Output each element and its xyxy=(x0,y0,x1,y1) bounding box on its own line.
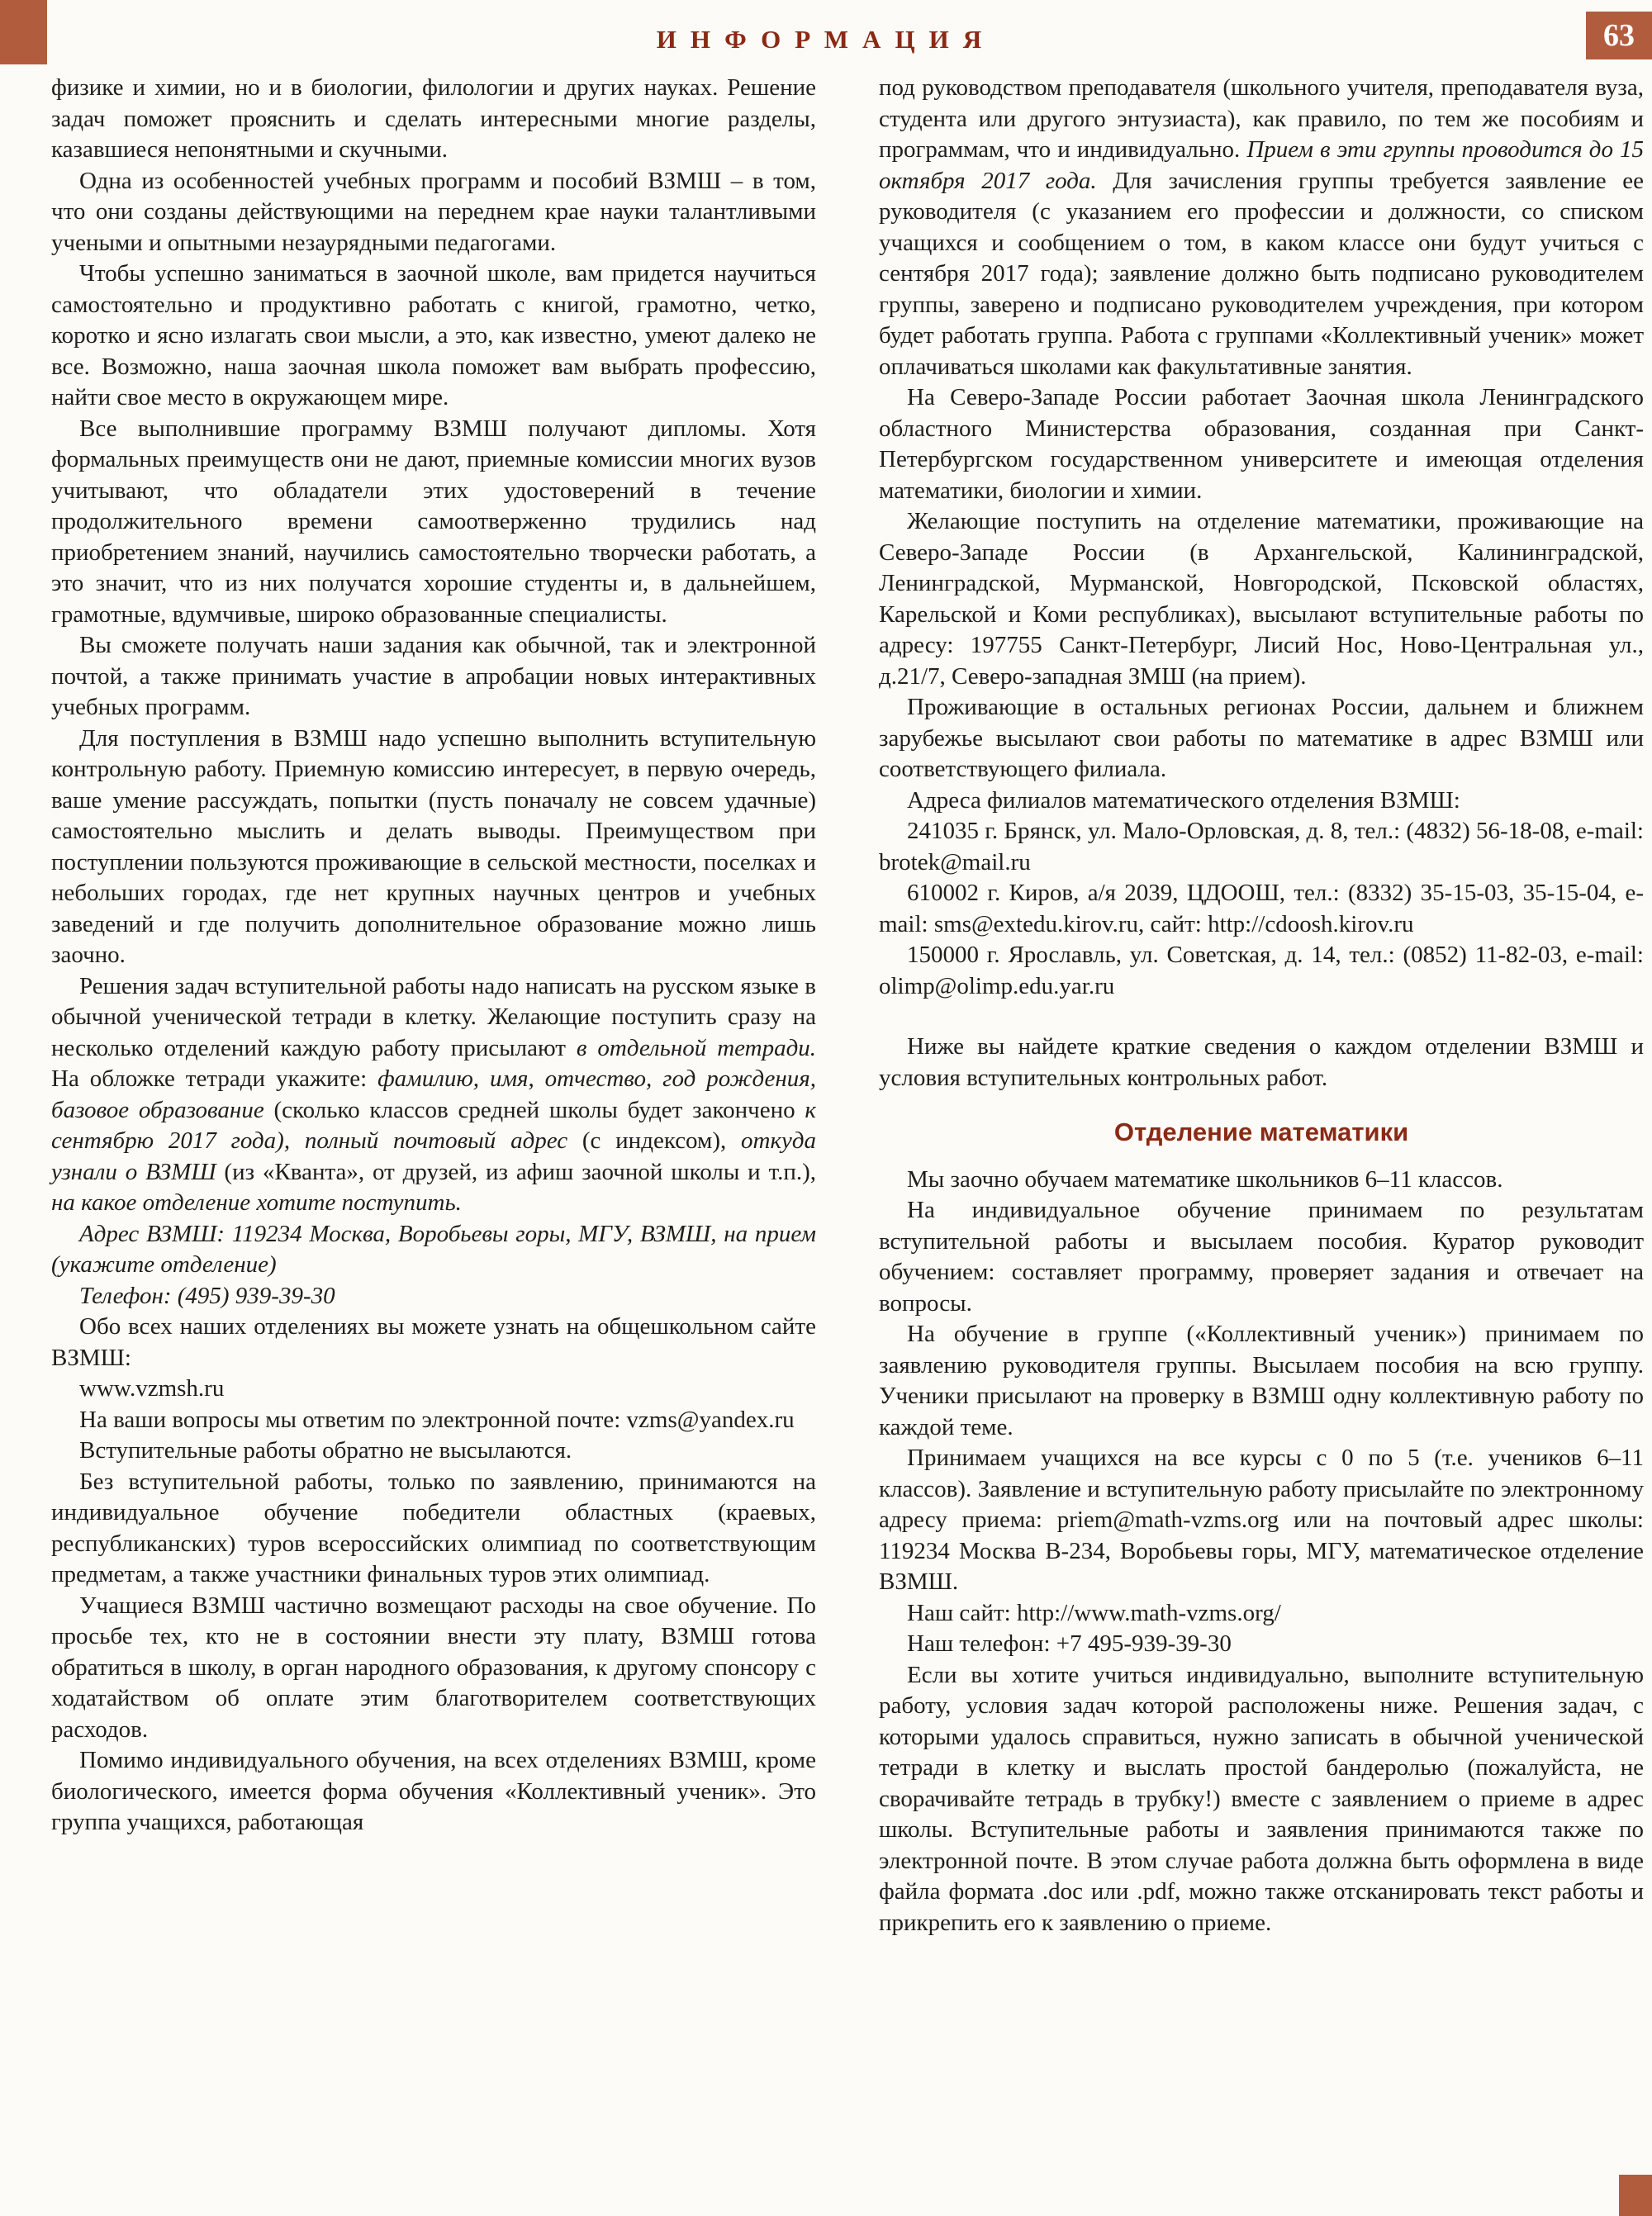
paragraph xyxy=(879,1629,1644,1660)
paragraph xyxy=(879,506,1644,692)
paragraph xyxy=(51,1591,816,1746)
text-run: Адреса филиалов математического отделения ВЗМШ: xyxy=(907,786,1460,814)
paragraph xyxy=(879,1443,1644,1598)
text-run: Ниже вы найдете краткие сведения о каждом отделении ВЗМШ и условия вступительных контрольных работ. xyxy=(879,1033,1644,1091)
page-header-title: ИНФОРМАЦИЯ xyxy=(656,25,996,54)
paragraph xyxy=(879,1195,1644,1319)
page-number-badge xyxy=(1586,12,1652,59)
paragraph xyxy=(51,1312,816,1374)
text-run: Если вы хотите учиться индивидуально, выполните вступительную работу, условия задач которой расположены ниже. Решения задач, с которыми удалось справиться, нужно записать в обычной ученической тетради в клетку и выслать простой бандеролью (пожалуйста, не сворачивайте тетрадь в трубку!) вместе с заявлением о приеме в адрес школы. Вступительные работы и заявления принимаются также по электронной почте. В этом случае работа должна быть оформлена в виде файла формата .doc или .pdf, можно также отсканировать текст работы и прикрепить его к заявлению о приеме. xyxy=(879,1661,1644,1936)
paragraph xyxy=(51,1219,816,1281)
text-run: На обложке тетради укажите: xyxy=(51,1065,378,1092)
bottom-right-accent-block xyxy=(1619,2175,1652,2216)
italic-text-run: Прием в эти группы проводится до 15 октября 2017 года. xyxy=(879,136,1645,194)
paragraph xyxy=(51,1435,816,1467)
paragraph xyxy=(879,816,1644,878)
paragraph xyxy=(51,1281,816,1312)
italic-text-run: Адрес ВЗМШ: 119234 Москва, Воробьевы горы, МГУ, ВЗМШ, на прием (укажите отделение) xyxy=(51,1220,816,1278)
text-run: Одна из особенностей учебных программ и пособий ВЗМШ – в том, что они созданы действующими на переднем крае науки талантливыми учеными и опытными незаурядными педагогами. xyxy=(51,167,816,256)
paragraph xyxy=(879,1165,1644,1196)
italic-text-run: Телефон: (495) 939-39-30 xyxy=(79,1282,335,1309)
italic-text-run: на какое отделение хотите поступить. xyxy=(51,1189,462,1216)
text-run: 610002 г. Киров, а/я 2039, ЦДООШ, тел.: (8332) 35-15-03, 35-15-04, e-mail: sms@extedu.kirov.ru, сайт: http://cdoosh.kirov.ru xyxy=(879,880,1644,937)
text-run: под руководством преподавателя (школьного учителя, преподавателя вуза, студента или другого энтузиаста), как правило, по тем же пособиям и программам, что и индивидуально. xyxy=(879,74,1644,163)
paragraph xyxy=(51,259,816,414)
paragraph xyxy=(879,73,1644,382)
text-run: физике и химии, но и в биологии, филологии и других науках. Решение задач поможет прояснить и сделать интересными многие разделы, казавшиеся непонятными и скучными. xyxy=(51,74,816,163)
paragraph xyxy=(879,1319,1644,1443)
paragraph xyxy=(51,630,816,724)
text-run: Без вступительной работы, только по заявлению, принимаются на индивидуальное обучение победители областных (краевых, республиканских) туров всероссийских олимпиад по соответствующим предметам, а также участники финальных туров этих олимпиад. xyxy=(51,1468,816,1587)
text-run: Обо всех наших отделениях вы можете узнать на общешкольном сайте ВЗМШ: xyxy=(51,1313,816,1371)
text-run: Для зачисления группы требуется заявление ее руководителя (с указанием его профессии и должности, со списком учащихся и сообщением о том, в каком классе они будут учиться с сентября 2017 года); заявление должно быть подписано руководителем группы, заверено и подписано руководителем учреждения, при котором будет работать группа. Работа с группами «Коллективный ученик» может оплачиваться школами как факультативные занятия. xyxy=(879,167,1644,380)
text-run: Вы сможете получать наши задания как обычной, так и электронной почтой, а также принимать участие в апробации новых интерактивных учебных программ. xyxy=(51,632,816,720)
italic-text-run: откуда узнали о ВЗМШ xyxy=(51,1127,816,1185)
paragraph xyxy=(879,692,1644,785)
text-run: Учащиеся ВЗМШ частично возмещают расходы на свое обучение. По просьбе тех, кто не в состоянии внести эту плату, ВЗМШ готова обратиться в школу, в орган народного образования, к другому спонсору с ходатайством об оплате этим благотворителем соответствующих расходов. xyxy=(51,1592,816,1743)
paragraph xyxy=(51,1405,816,1436)
paragraph xyxy=(879,382,1644,506)
text-run: Проживающие в остальных регионах России, дальнем и ближнем зарубежье высылают свои работы по математике в адрес ВЗМШ или соответствующего филиала. xyxy=(879,694,1644,782)
text-run: На индивидуальное обучение принимаем по результатам вступительной работы и высылаем пособия. Куратор руководит обучением: составляет программу, проверяет задания и отвечает на вопросы. xyxy=(879,1197,1644,1317)
text-run: Помимо индивидуального обучения, на всех отделениях ВЗМШ, кроме биологического, имеется форма обучения «Коллективный ученик». Это группа учащихся, работающая xyxy=(51,1747,816,1835)
text-run: Все выполнившие программу ВЗМШ получают дипломы. Хотя формальных преимуществ они не дают, приемные комиссии многих вузов учитывают, что обладатели этих удостоверений в течение продолжительного времени самоотверженно трудились над приобретением знаний, научились самостоятельно творчески работать, а это значит, что из них получатся хорошие студенты и, в дальнейшем, грамотные, вдумчивые, широко образованные специалисты. xyxy=(51,415,816,628)
text-run: Мы заочно обучаем математике школьников 6–11 классов. xyxy=(907,1165,1503,1193)
paragraph xyxy=(879,1660,1644,1939)
text-run: На Северо-Западе России работает Заочная школа Ленинградского областного Министерства образования, созданная при Санкт-Петербургском государственном университете и имеющая отделения математики, биологии и химии. xyxy=(879,384,1644,504)
italic-text-run: к сентябрю 2017 года), полный почтовый адрес xyxy=(51,1096,816,1154)
text-run: Наш телефон: +7 495-939-39-30 xyxy=(907,1630,1232,1657)
paragraph xyxy=(51,414,816,631)
paragraph xyxy=(51,1467,816,1591)
text-run: Чтобы успешно заниматься в заочной школе, вам придется научиться самостоятельно и продуктивно работать с книгой, грамотно, четко, коротко и ясно излагать свои мысли, а это, как известно, умеют далеко не все. Возможно, наша заочная школа поможет вам выбрать профессию, найти свое место в окружающем мире. xyxy=(51,260,816,410)
page-number: 63 xyxy=(1603,18,1635,53)
paragraph xyxy=(879,1598,1644,1630)
text-run: Для поступления в ВЗМШ надо успешно выполнить вступительную контрольную работу. Приемную комиссию интересует, в первую очередь, ваше умение рассуждать, попытки (пусть поначалу не совсем удачные) самостоятельно мыслить и делать выводы. Преимуществом при поступлении пользуются проживающие в сельской местности, поселках и небольших городах, где нет крупных научных центров и учебных заведений и где получить дополнительное образование можно лишь заочно. xyxy=(51,724,816,968)
italic-text-run: в отдельной тетради. xyxy=(576,1034,816,1061)
text-run: www.vzmsh.ru xyxy=(79,1375,225,1402)
paragraph xyxy=(51,971,816,1219)
text-run: (из «Кванта», от друзей, из афиш заочной школы и т.п.), xyxy=(216,1158,816,1185)
text-run: Принимаем учащихся на все курсы с 0 по 5 (т.е. учеников 6–11 классов). Заявление и вступительную работу присылайте по электронному адресу приема: priem@math-vzms.org или на почтовый адрес школы: 119234 Москва В-234, Воробьевы горы, МГУ, математическое отделение ВЗМШ. xyxy=(879,1445,1644,1595)
paragraph xyxy=(51,1374,816,1405)
text-run: Наш сайт: http://www.math-vzms.org/ xyxy=(907,1599,1281,1626)
paragraph xyxy=(51,1745,816,1839)
text-run: На ваши вопросы мы ответим по электронной почте: vzms@yandex.ru xyxy=(79,1406,795,1433)
text-run: (сколько классов средней школы будет закончено xyxy=(263,1096,805,1123)
section-heading: Отделение математики xyxy=(1113,1117,1409,1146)
text-run: Вступительные работы обратно не высылаются. xyxy=(79,1437,572,1464)
paragraph xyxy=(51,166,816,259)
paragraph xyxy=(51,73,816,166)
text-run: Решения задач вступительной работы надо написать на русском языке в обычной ученической тетради в клетку. Желающие поступить сразу на несколько отделений каждую работу присылают xyxy=(51,972,816,1061)
right-column xyxy=(879,73,1644,2199)
paragraph xyxy=(879,785,1644,817)
text-run: Желающие поступить на отделение математики, проживающие на Северо-Западе России (в Архангельской, Калининградской, Ленинградской, Мурманской, Новгородской, Псковской областях, Карельской и Коми республиках), высылают вступительные работы по адресу: 197755 Санкт-Петербург, Лисий Нос, Ново-Центральная ул., д.21/7, Северо-западная ЗМШ (на прием). xyxy=(879,508,1644,690)
paragraph xyxy=(879,940,1644,1002)
paragraph xyxy=(879,1032,1644,1094)
text-run: 150000 г. Ярославль, ул. Советская, д. 14, тел.: (0852) 11-82-03, e-mail: olimp@olimp.edu.yar.ru xyxy=(879,942,1644,999)
text-run: 241035 г. Брянск, ул. Мало-Орловская, д. 8, тел.: (4832) 56-18-08, e-mail: brotek@mail.ru xyxy=(879,818,1644,875)
italic-text-run: фамилию, имя, отчество, год рождения, базовое образование xyxy=(51,1065,816,1123)
left-column xyxy=(51,73,816,2199)
text-run: На обучение в группе («Коллективный ученик») принимаем по заявлению руководителя группы. Высылаем пособия на всю группу. Ученики присылают на проверку в ВЗМШ одну коллективную работу по каждой теме. xyxy=(879,1321,1644,1440)
paragraph xyxy=(879,878,1644,940)
article-body xyxy=(51,73,1644,2199)
text-run: (с индексом), xyxy=(567,1127,742,1154)
paragraph xyxy=(51,724,816,971)
